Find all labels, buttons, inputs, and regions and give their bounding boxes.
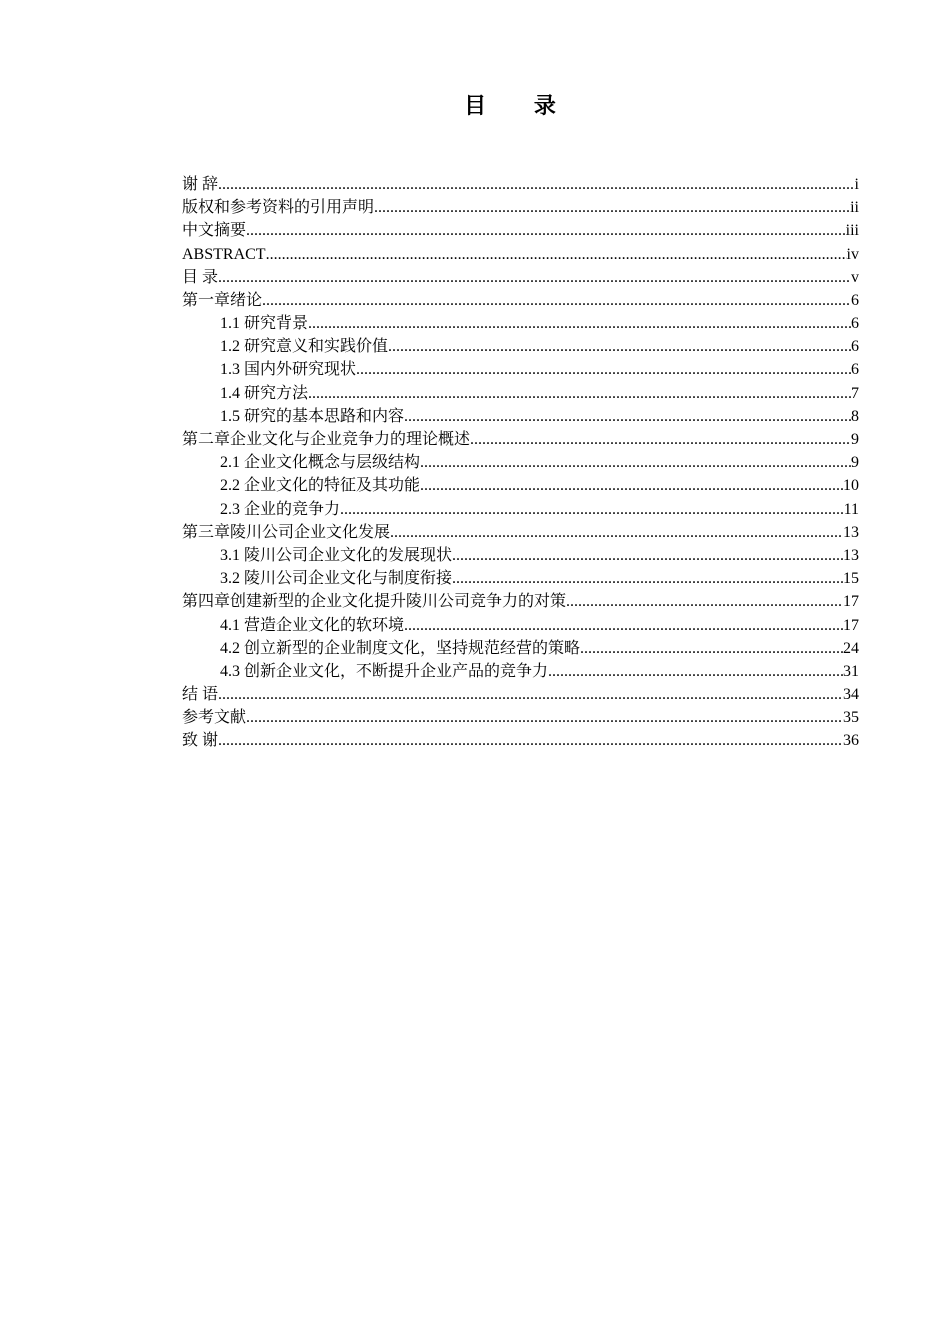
- toc-entry[interactable]: [182, 637, 859, 660]
- toc-dot-leader: [218, 730, 843, 753]
- toc-entry-label: 3.1 陵川公司企业文化的发展现状: [220, 546, 453, 564]
- toc-page-number: 7: [851, 384, 859, 402]
- toc-page-number: 9: [851, 454, 859, 472]
- toc-dot-leader: [566, 590, 843, 613]
- toc-entry[interactable]: [182, 683, 859, 706]
- toc-page-number: 11: [843, 500, 859, 518]
- toc-entry[interactable]: [182, 590, 859, 613]
- toc-entry-label: 1.2 研究意义和实践价值: [220, 338, 389, 356]
- toc-page-number: 31: [843, 662, 859, 680]
- toc-entry-label: ABSTRACT: [182, 245, 266, 263]
- toc-entry-label: 4.3 创新企业文化，不断提升企业产品的竞争力: [220, 662, 549, 680]
- toc-entry[interactable]: [182, 614, 859, 637]
- toc-page-number: iv: [846, 245, 859, 263]
- toc-page-number: v: [851, 268, 859, 286]
- toc-page-number: 35: [843, 709, 859, 727]
- toc-entry-label: 结 语: [182, 686, 219, 704]
- toc-entry[interactable]: [182, 498, 859, 521]
- toc-entry-label: 参考文献: [182, 709, 247, 727]
- toc-entry-label: 2.3 企业的竞争力: [220, 500, 341, 518]
- toc-entry[interactable]: [182, 730, 859, 753]
- toc-page-number: ii: [850, 199, 859, 217]
- toc-page-number: 6: [851, 315, 859, 333]
- toc-dot-leader: [548, 660, 843, 683]
- toc-entry-label: 第三章陵川公司企业文化发展: [182, 523, 391, 541]
- toc-entry[interactable]: [182, 544, 859, 567]
- toc-page-number: i: [854, 175, 859, 193]
- toc-entry-label: 1.1 研究背景: [220, 315, 309, 333]
- toc-entry-label: 4.1 营造企业文化的软环境: [220, 616, 405, 634]
- toc-page-number: 9: [851, 431, 859, 449]
- toc-dot-leader: [262, 289, 851, 312]
- toc-dot-leader: [420, 474, 843, 497]
- toc-entry[interactable]: [182, 451, 859, 474]
- toc-entry-label: 1.5 研究的基本思路和内容: [220, 407, 405, 425]
- toc-page-number: 36: [843, 732, 859, 750]
- toc-entry-label: 1.3 国内外研究现状: [220, 361, 357, 379]
- toc-entry-label: 第一章绪论: [182, 291, 263, 309]
- toc-entry[interactable]: [182, 196, 859, 219]
- toc-entry-label: 2.2 企业文化的特征及其功能: [220, 477, 421, 495]
- toc-entry-label: 4.2 创立新型的企业制度文化，坚持规范经营的策略: [220, 639, 581, 657]
- toc-entry-label: 中文摘要: [182, 222, 247, 240]
- toc-entry-label: 版权和参考资料的引用声明: [182, 199, 375, 217]
- toc-entry-label: 致 谢: [182, 732, 219, 750]
- toc-page-number: 13: [843, 546, 859, 564]
- toc-entry[interactable]: [182, 382, 859, 405]
- toc-dot-leader: [452, 544, 843, 567]
- toc-entry[interactable]: [182, 289, 859, 312]
- toc-entry-label: 第二章企业文化与企业竞争力的理论概述: [182, 431, 471, 449]
- toc-page-number: 6: [851, 291, 859, 309]
- toc-entry[interactable]: [182, 706, 859, 729]
- toc-entry-label: 2.1 企业文化概念与层级结构: [220, 454, 421, 472]
- toc-dot-leader: [388, 335, 851, 358]
- toc-page-number: iii: [845, 222, 859, 240]
- toc-entry[interactable]: [182, 243, 859, 266]
- toc-dot-leader: [470, 428, 851, 451]
- toc-dot-leader: [266, 243, 847, 266]
- toc-entry[interactable]: [182, 474, 859, 497]
- toc-page-number: 15: [843, 570, 859, 588]
- toc-entry[interactable]: [182, 359, 859, 382]
- toc-dot-leader: [420, 451, 851, 474]
- toc-dot-leader: [404, 405, 851, 428]
- toc-dot-leader: [218, 266, 851, 289]
- toc-entry[interactable]: [182, 266, 859, 289]
- toc-entry-label: 谢 辞: [182, 175, 219, 193]
- toc-entry-label: 3.2 陵川公司企业文化与制度衔接: [220, 570, 453, 588]
- toc-dot-leader: [218, 173, 855, 196]
- toc-page-number: 6: [851, 338, 859, 356]
- toc-page-number: 6: [851, 361, 859, 379]
- toc-entry-label: 目 录: [182, 268, 219, 286]
- table-of-contents: [182, 173, 859, 753]
- toc-entry[interactable]: [182, 335, 859, 358]
- toc-dot-leader: [452, 567, 843, 590]
- toc-page-number: 17: [843, 593, 859, 611]
- toc-dot-leader: [246, 706, 843, 729]
- toc-entry[interactable]: [182, 219, 859, 242]
- toc-dot-leader: [308, 382, 851, 405]
- toc-entry[interactable]: [182, 521, 859, 544]
- toc-page-number: 17: [843, 616, 859, 634]
- toc-dot-leader: [356, 359, 851, 382]
- toc-page-number: 34: [843, 686, 859, 704]
- toc-dot-leader: [340, 498, 844, 521]
- toc-page-number: 10: [843, 477, 859, 495]
- toc-dot-leader: [580, 637, 843, 660]
- toc-entry[interactable]: [182, 428, 859, 451]
- toc-dot-leader: [308, 312, 851, 335]
- toc-entry[interactable]: [182, 173, 859, 196]
- toc-entry-label: 1.4 研究方法: [220, 384, 309, 402]
- toc-dot-leader: [390, 521, 843, 544]
- page-title: 目 录: [464, 94, 576, 119]
- toc-dot-leader: [246, 219, 846, 242]
- toc-dot-leader: [218, 683, 843, 706]
- toc-page-number: 24: [843, 639, 859, 657]
- toc-dot-leader: [404, 614, 843, 637]
- toc-entry[interactable]: [182, 567, 859, 590]
- toc-entry-label: 第四章创建新型的企业文化提升陵川公司竞争力的对策: [182, 593, 567, 611]
- toc-entry[interactable]: [182, 405, 859, 428]
- toc-page-number: 8: [851, 407, 859, 425]
- toc-page-number: 13: [843, 523, 859, 541]
- toc-dot-leader: [374, 196, 850, 219]
- toc-entry[interactable]: [182, 312, 859, 335]
- toc-entry[interactable]: [182, 660, 859, 683]
